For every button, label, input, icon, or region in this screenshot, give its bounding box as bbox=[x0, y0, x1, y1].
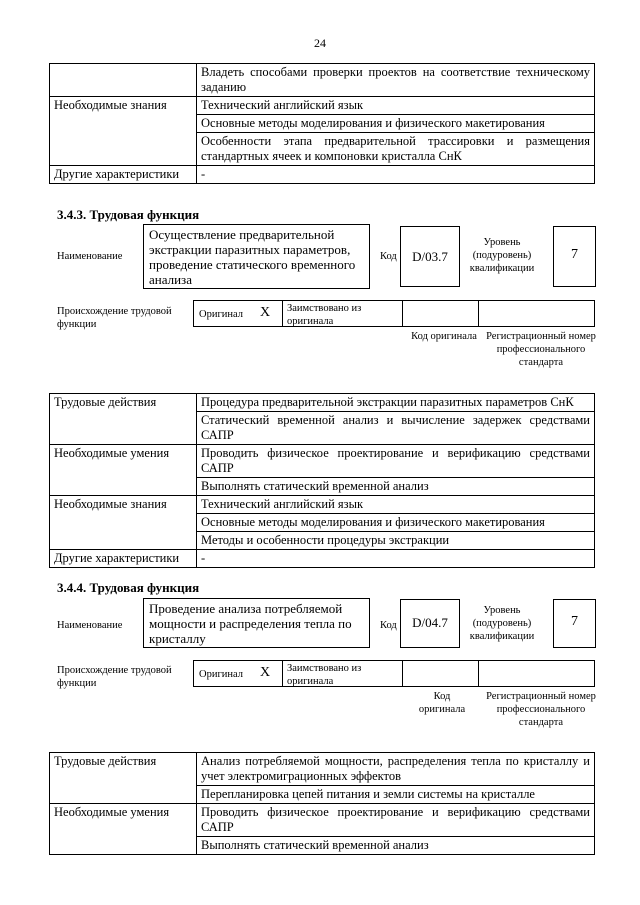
divider bbox=[402, 661, 403, 686]
table-row bbox=[50, 550, 595, 568]
section-title: 3.4.3. Трудовая функция bbox=[57, 207, 200, 222]
table-row bbox=[50, 445, 595, 478]
function-name-box: Проведение анализа потребляемой мощности и распределения тепла по кристаллу bbox=[143, 598, 370, 648]
origin-box bbox=[193, 300, 595, 327]
qualification-level-label: Уровень (подуровень) квалификации bbox=[469, 605, 535, 642]
table-row bbox=[50, 64, 595, 97]
row-text: - bbox=[197, 550, 595, 568]
original-mark: X bbox=[260, 665, 271, 680]
original-label: Оригинал bbox=[199, 669, 243, 680]
table-row bbox=[50, 753, 595, 786]
origin-box bbox=[193, 660, 595, 687]
row-text: Технический английский язык bbox=[197, 97, 595, 115]
row-label: Необходимые умения bbox=[50, 445, 197, 496]
name-label: Наименование bbox=[57, 251, 123, 262]
row-label: Другие характеристики bbox=[50, 166, 197, 184]
row-label: Трудовые действия bbox=[50, 394, 197, 445]
divider bbox=[478, 661, 479, 686]
original-mark: X bbox=[260, 305, 271, 320]
code-original-label: Код оригинала bbox=[418, 691, 466, 715]
function-344-table bbox=[49, 752, 595, 855]
top-skills-table bbox=[49, 63, 595, 184]
row-text: Технический английский язык bbox=[197, 496, 595, 514]
row-label: Другие характеристики bbox=[50, 550, 197, 568]
row-label: Трудовые действия bbox=[50, 753, 197, 804]
row-text: Статический временной анализ и вычисление задержек средствами САПР bbox=[197, 412, 595, 445]
function-name-box: Осуществление предварительной экстракции паразитных параметров, проведение статического временного анализа bbox=[143, 224, 370, 289]
original-label: Оригинал bbox=[199, 309, 243, 320]
row-text: Особенности этапа предварительной трассировки и размещения стандартных ячеек и компоновки кристалла СнК bbox=[197, 133, 595, 166]
origin-label: Происхождение трудовой функции bbox=[57, 665, 172, 689]
reg-number-label: Регистрационный номер профессионального стандарта bbox=[486, 331, 596, 368]
borrowed-label: Заимствовано из оригинала bbox=[287, 663, 362, 687]
divider bbox=[282, 301, 283, 326]
row-text: Проводить физическое проектирование и верификацию средствами САПР bbox=[197, 804, 595, 837]
row-label: Необходимые умения bbox=[50, 804, 197, 855]
table-row bbox=[50, 394, 595, 412]
code-original-label: Код оригинала bbox=[411, 331, 477, 342]
code-box: D/04.7 bbox=[400, 599, 460, 648]
page-number: 24 bbox=[314, 36, 326, 50]
row-text: Процедура предварительной экстракции паразитных параметров СнК bbox=[197, 394, 595, 412]
qualification-level-box: 7 bbox=[553, 226, 596, 287]
row-text: Основные методы моделирования и физического макетирования bbox=[197, 514, 595, 532]
divider bbox=[402, 301, 403, 326]
row-text: Перепланировка цепей питания и земли системы на кристалле bbox=[197, 786, 595, 804]
table-row bbox=[50, 496, 595, 514]
row-label: Необходимые знания bbox=[50, 496, 197, 550]
borrowed-label: Заимствовано из оригинала bbox=[287, 303, 362, 327]
section-title: 3.4.4. Трудовая функция bbox=[57, 580, 200, 595]
row-text: Выполнять статический временной анализ bbox=[197, 837, 595, 855]
row-text: Основные методы моделирования и физического макетирования bbox=[197, 115, 595, 133]
code-label: Код bbox=[380, 620, 397, 631]
code-label: Код bbox=[380, 251, 397, 262]
qualification-level-label: Уровень (подуровень) квалификации bbox=[469, 237, 535, 274]
row-text: Проводить физическое проектирование и верификацию средствами САПР bbox=[197, 445, 595, 478]
row-text: Выполнять статический временной анализ bbox=[197, 478, 595, 496]
row-text: - bbox=[197, 166, 595, 184]
divider bbox=[282, 661, 283, 686]
function-343-table bbox=[49, 393, 595, 568]
row-text: Анализ потребляемой мощности, распределения тепла по кристаллу и учет электромиграционных эффектов bbox=[197, 753, 595, 786]
reg-number-label: Регистрационный номер профессионального стандарта bbox=[486, 691, 596, 728]
code-box: D/03.7 bbox=[400, 226, 460, 287]
name-label: Наименование bbox=[57, 620, 123, 631]
table-row bbox=[50, 804, 595, 837]
row-label bbox=[50, 64, 197, 97]
table-row bbox=[50, 97, 595, 115]
row-text: Методы и особенности процедуры экстракции bbox=[197, 532, 595, 550]
row-text: Владеть способами проверки проектов на соответствие техническому заданию bbox=[197, 64, 595, 97]
row-label: Необходимые знания bbox=[50, 97, 197, 166]
qualification-level-box: 7 bbox=[553, 599, 596, 648]
table-row bbox=[50, 166, 595, 184]
divider bbox=[478, 301, 479, 326]
origin-label: Происхождение трудовой функции bbox=[57, 306, 172, 330]
